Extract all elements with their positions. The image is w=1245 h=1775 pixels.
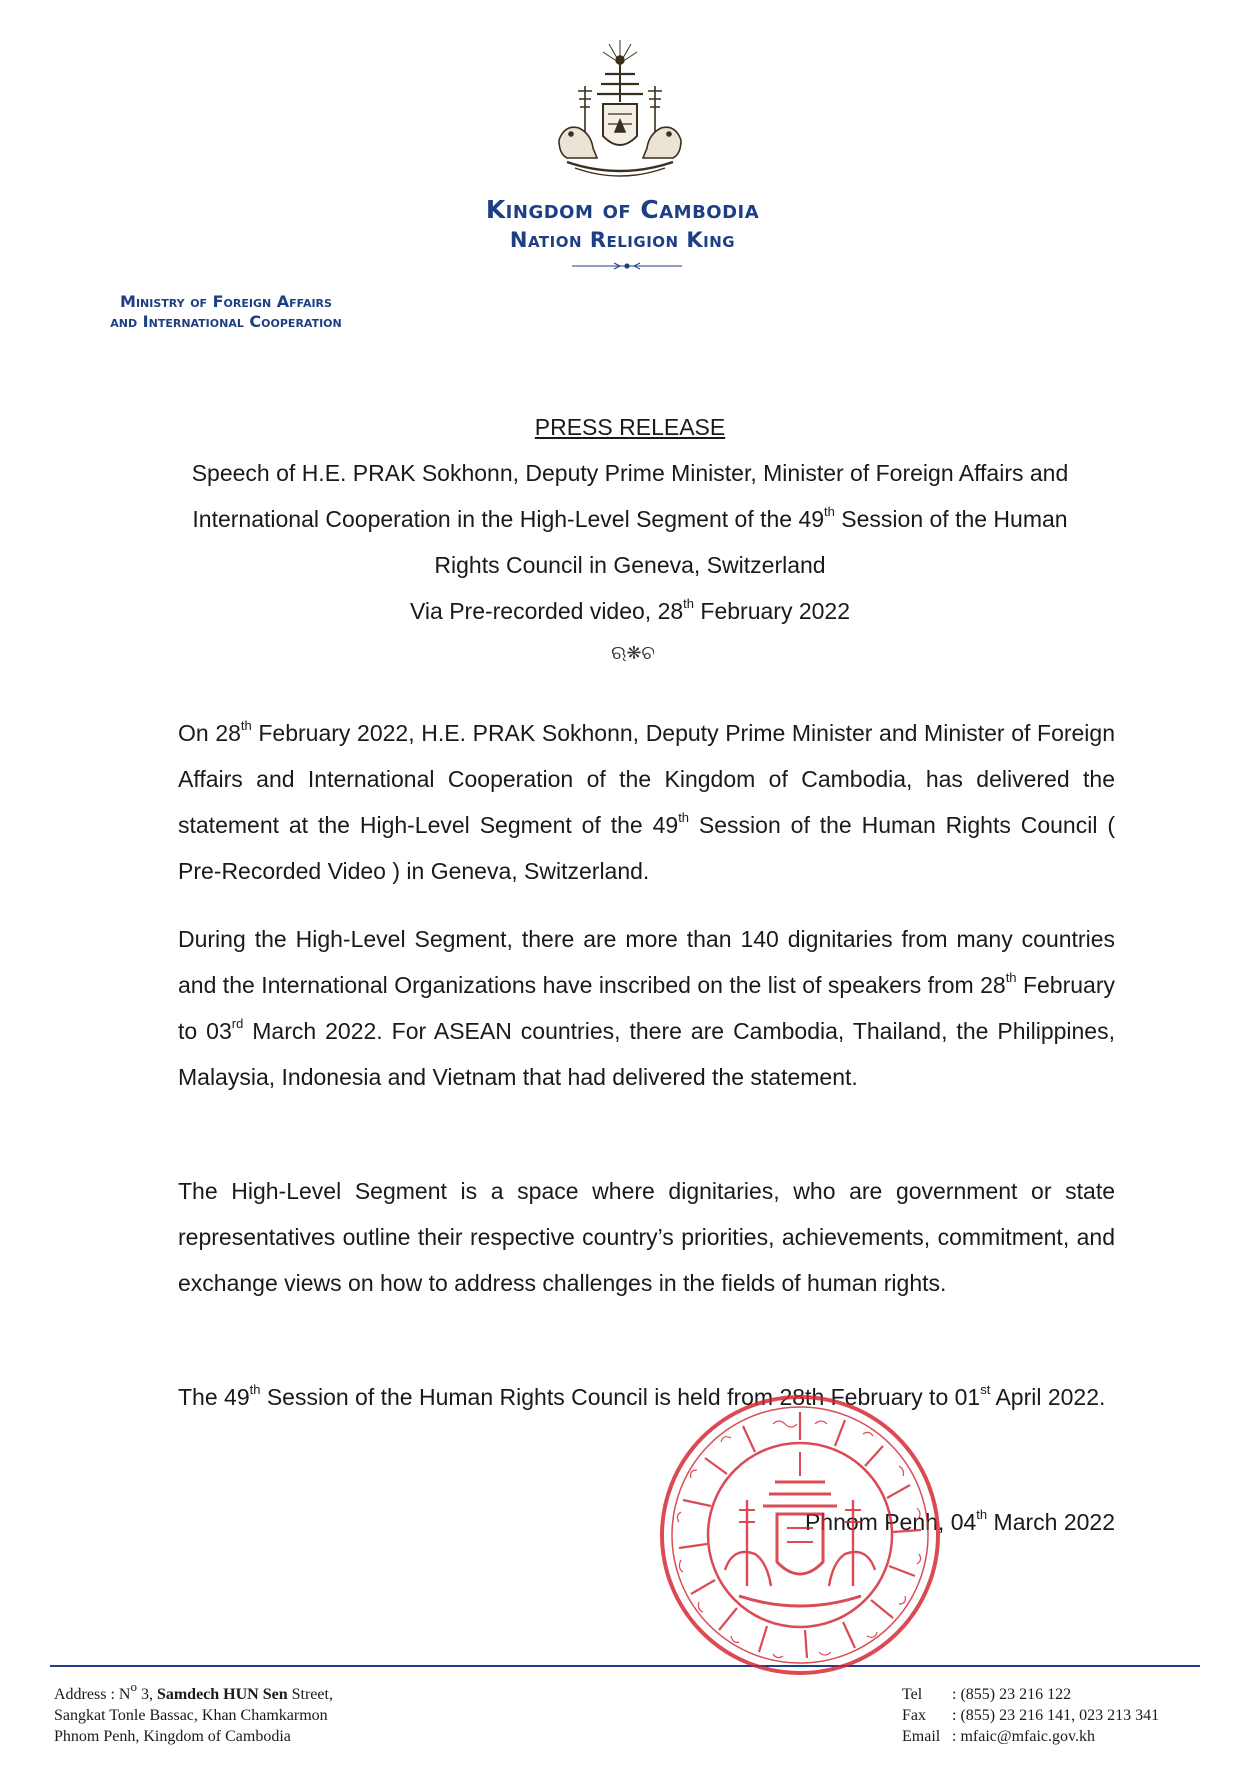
title-ornament-icon: ଋ❋ଚ xyxy=(611,643,655,664)
tel-row xyxy=(902,1684,1159,1705)
royal-coat-of-arms-icon xyxy=(545,36,695,186)
ministry-name-line-2: and International Cooperation xyxy=(110,312,342,331)
paragraph-3: The High-Level Segment is a space where dignitaries, who are government or state representatives outline their respective country’s priorities, achievements, commitment, and exchange views on how to address challenges in the fields of human rights. xyxy=(178,1178,1115,1296)
press-release-heading: PRESS RELEASE xyxy=(534,414,726,440)
official-seal-stamp-icon xyxy=(655,1390,945,1680)
fax-row xyxy=(902,1705,1159,1726)
kingdom-title: Kingdom of Cambodia xyxy=(485,195,760,224)
ministry-name-line-1: Ministry of Foreign Affairs xyxy=(120,292,332,311)
footer-divider xyxy=(50,1665,1200,1667)
fax-label: Fax xyxy=(902,1707,926,1724)
motto-divider-ornament-icon xyxy=(572,262,682,270)
title-line-1: Speech of H.E. PRAK Sokhonn, Deputy Prime Minister, Minister of Foreign Affairs and xyxy=(191,460,1069,486)
address-line-1: Address : $N^o$ 3, Samdech HUN Sen Street, xyxy=(54,1678,333,1703)
tel-value: : (855) 23 216 122 xyxy=(952,1686,1072,1703)
footer-contact xyxy=(902,1684,1159,1747)
address-line-2: Sangkat Tonle Bassac, Khan Chamkarmon xyxy=(54,1707,328,1724)
paragraph-2: During the High-Level Segment, there are more than 140 dignitaries from many countries and the International Organizations have inscribed on the list of speakers from 28th February to 03rd March 2022. For ASEAN countries, there are Cambodia, Thailand, the Philippines, Malaysia, Indonesia and Vietnam that had delivered the statement. xyxy=(178,926,1115,1090)
title-line-2: International Cooperation in the High-Level Segment of the 49th Session of the Human xyxy=(192,504,1068,532)
title-line-3: Rights Council in Geneva, Switzerland xyxy=(434,552,826,578)
tel-label: Tel xyxy=(902,1686,923,1703)
email-row xyxy=(902,1726,1159,1747)
email-value: : mfaic@mfaic.gov.kh xyxy=(952,1728,1095,1745)
address-line-3: Phnom Penh, Kingdom of Cambodia xyxy=(54,1728,291,1745)
paragraph-4: The 49th Session of the Human Rights Council is held from 28th February to 01st April 2022. xyxy=(178,1382,1106,1410)
title-date-line: Via Pre-recorded video, 28th February 2022 xyxy=(409,596,850,624)
national-motto: Nation Religion King xyxy=(509,228,736,252)
fax-value: : (855) 23 216 141, 023 213 341 xyxy=(952,1707,1160,1724)
email-label: Email xyxy=(902,1728,941,1745)
paragraph-1: On 28th February 2022, H.E. PRAK Sokhonn, Deputy Prime Minister and Minister of Foreign Affairs and International Cooperation of the Kingdom of Cambodia, has delivered the statement at the High-Level Segment of the 49th Session of the Human Rights Council ( Pre-Recorded Video ) in Geneva, Switzerland. xyxy=(178,718,1115,884)
place-and-date: Phnom Penh, 04th March 2022 xyxy=(804,1507,1115,1535)
footer-address xyxy=(54,1678,333,1747)
